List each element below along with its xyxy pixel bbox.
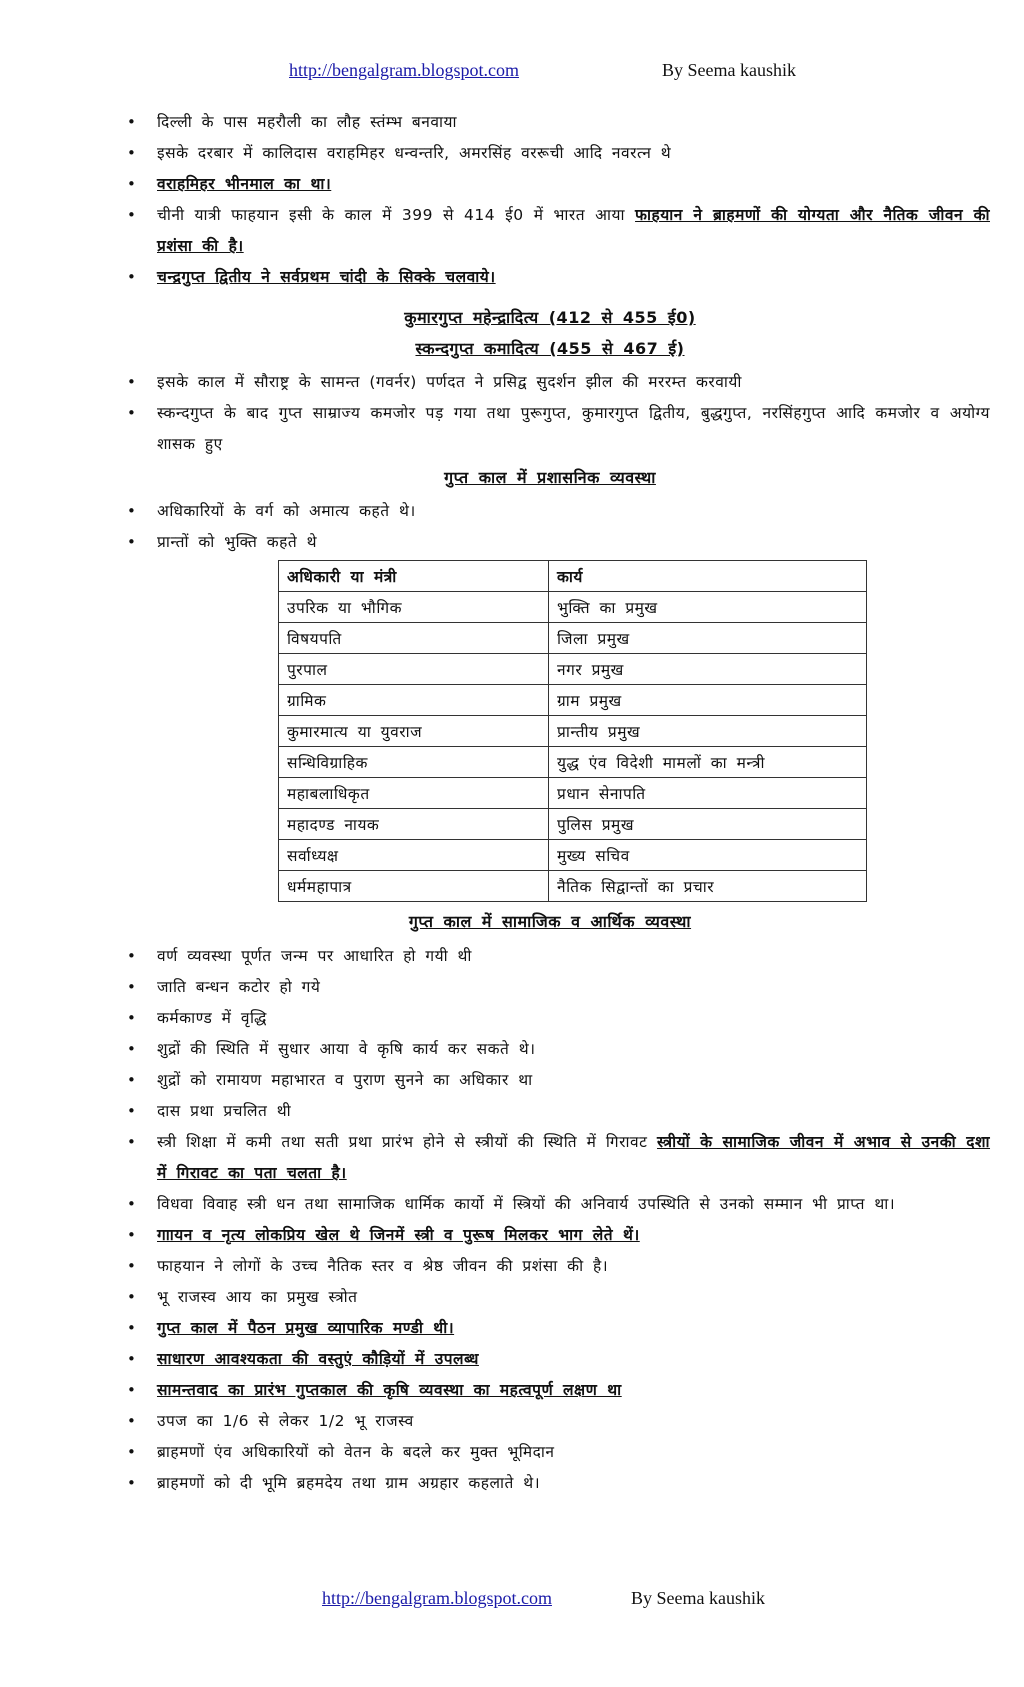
bullet-icon: • xyxy=(127,947,137,965)
table-row xyxy=(279,623,867,654)
list-item-text: इसके दरबार में कालिदास वराहमिहर धन्वन्तरि, अमरसिंह वररूची आदि नवरत्न थे xyxy=(157,144,672,162)
table-row xyxy=(279,778,867,809)
list-administration xyxy=(0,496,1024,558)
function-cell: युद्ध एंव विदेशी मामलों का मन्त्री xyxy=(549,747,867,778)
table-row xyxy=(279,840,867,871)
list-item xyxy=(0,1282,1024,1313)
list-item-emphasis: फाहयान ने ब्राहमणों की योग्यता और नैतिक जीवन की प्रशंसा की है। xyxy=(157,206,990,255)
list-item-text: दास प्रथा प्रचलित थी xyxy=(157,1102,292,1120)
function-cell: नैतिक सिद्वान्तों का प्रचार xyxy=(549,871,867,902)
bullet-icon: • xyxy=(127,373,137,391)
footer-blog-link[interactable]: http://bengalgram.blogspot.com xyxy=(322,1588,552,1608)
bullet-icon: • xyxy=(127,1412,137,1430)
list-item xyxy=(0,367,1024,398)
officer-cell: सन्धिविग्राहिक xyxy=(279,747,549,778)
list-item xyxy=(0,1344,1024,1375)
bullet-icon: • xyxy=(127,1102,137,1120)
bullet-icon: • xyxy=(127,533,137,551)
function-cell: प्रधान सेनापति xyxy=(549,778,867,809)
list-item xyxy=(0,1468,1024,1499)
bullet-icon: • xyxy=(127,1319,137,1337)
list-item-text: कर्मकाण्ड में वृद्धि xyxy=(157,1009,267,1027)
list-item xyxy=(0,200,1024,262)
table-row xyxy=(279,809,867,840)
bullet-icon: • xyxy=(127,1257,137,1275)
bullet-icon: • xyxy=(127,1474,137,1492)
col-header-officer: अधिकारी या मंत्री xyxy=(279,561,549,592)
list-item xyxy=(0,496,1024,527)
list-item-text: स्त्री शिक्षा में कमी तथा सती प्रथा प्रारंभ होने से स्त्रीयों की स्थिति में गिरावट xyxy=(157,1133,657,1151)
list-item-emphasis: गाायन व नृत्य लोकप्रिय खेल थे जिनमें स्त्री व पुरूष मिलकर भाग लेते थें। xyxy=(157,1226,640,1244)
table-row xyxy=(279,716,867,747)
table-row xyxy=(279,871,867,902)
bullet-icon: • xyxy=(127,1195,137,1213)
list-item-text: जाति बन्धन कटोर हो गये xyxy=(157,978,321,996)
bullet-icon: • xyxy=(127,268,137,286)
list-item-text: उपज का 1/6 से लेकर 1/2 भू राजस्व xyxy=(157,1412,414,1430)
officer-cell: ग्रामिक xyxy=(279,685,549,716)
bullet-icon: • xyxy=(127,404,137,422)
function-cell: मुख्य सचिव xyxy=(549,840,867,871)
bullet-icon: • xyxy=(127,978,137,996)
bullet-icon: • xyxy=(127,1381,137,1399)
bullet-icon: • xyxy=(127,206,137,224)
heading-kumargupta: कुमारगुप्त महेन्द्रादित्य (412 से 455 ई0) xyxy=(404,308,696,327)
list-item xyxy=(0,169,1024,200)
list-item xyxy=(0,1220,1024,1251)
page-header xyxy=(0,60,1024,86)
header-author: By Seema kaushik xyxy=(662,60,796,80)
list-item xyxy=(0,972,1024,1003)
list-item xyxy=(0,1437,1024,1468)
list-item-text: स्कन्दगुप्त के बाद गुप्त साम्राज्य कमजोर पड़ गया तथा पुरूगुप्त, कुमारगुप्त द्वितीय, बुद्धगुप्त, नरसिंहगुप्त आदि कमजोर व अयोग्य शासक हुए xyxy=(157,404,990,453)
list-skandagupta xyxy=(0,367,1024,460)
list-item-emphasis: सामन्तवाद का प्रारंभ गुप्तकाल की कृषि व्यवस्था का महत्वपूर्ण लक्षण था xyxy=(157,1381,622,1399)
list-item xyxy=(0,262,1024,293)
table-row xyxy=(279,747,867,778)
bullet-icon: • xyxy=(127,113,137,131)
list-item-emphasis: गुप्त काल में पैठन प्रमुख व्यापारिक मण्डी थी। xyxy=(157,1319,455,1337)
list-item xyxy=(0,1096,1024,1127)
function-cell: जिला प्रमुख xyxy=(549,623,867,654)
officer-cell: पुरपाल xyxy=(279,654,549,685)
list-item xyxy=(0,138,1024,169)
officer-cell: उपरिक या भौगिक xyxy=(279,592,549,623)
officer-cell: धर्ममहापात्र xyxy=(279,871,549,902)
list-item-emphasis: स्त्रीयों के सामाजिक जीवन में अभाव से उनकी दशा में गिरावट का पता चलता है। xyxy=(157,1133,991,1182)
officer-cell: महाबलाधिकृत xyxy=(279,778,549,809)
bullet-icon: • xyxy=(127,1288,137,1306)
list-item xyxy=(0,941,1024,972)
officer-cell: सर्वाध्यक्ष xyxy=(279,840,549,871)
list-item-emphasis: चन्द्रगुप्त द्वितीय ने सर्वप्रथम चांदी के सिक्के चलवाये। xyxy=(157,268,496,286)
list-item-text: वर्ण व्यवस्था पूर्णत जन्म पर आधारित हो गयी थी xyxy=(157,947,472,965)
bullet-icon: • xyxy=(127,1009,137,1027)
list-item-emphasis: साधारण आवश्यकता की वस्तुएं कौड़ियों में उपलब्ध xyxy=(157,1350,479,1368)
bullet-icon: • xyxy=(127,1226,137,1244)
bullet-icon: • xyxy=(127,1350,137,1368)
officer-cell: विषयपति xyxy=(279,623,549,654)
col-header-function: कार्य xyxy=(549,561,867,592)
list-item-text: शुद्रों को रामायण महाभारत व पुराण सुनने का अधिकार था xyxy=(157,1071,533,1089)
bullet-icon: • xyxy=(127,175,137,193)
list-item xyxy=(0,1127,1024,1189)
heading-administration: गुप्त काल में प्रशासनिक व्यवस्था xyxy=(444,468,656,487)
list-item-text: फाहयान ने लोगों के उच्च नैतिक स्तर व श्रेष्ठ जीवन की प्रशंसा की है। xyxy=(157,1257,609,1275)
list-item xyxy=(0,107,1024,138)
list-item xyxy=(0,1375,1024,1406)
table-row xyxy=(279,592,867,623)
page-footer xyxy=(0,1588,1024,1614)
bullet-icon: • xyxy=(127,1071,137,1089)
bullet-icon: • xyxy=(127,1133,137,1151)
list-item-emphasis: वराहमिहर भीनमाल का था। xyxy=(157,175,332,193)
bullet-icon: • xyxy=(127,144,137,162)
list-item-text: अधिकारियों के वर्ग को अमात्य कहते थे। xyxy=(157,502,416,520)
list-item xyxy=(0,527,1024,558)
bullet-icon: • xyxy=(127,502,137,520)
table-header-row xyxy=(279,561,867,592)
function-cell: नगर प्रमुख xyxy=(549,654,867,685)
footer-author: By Seema kaushik xyxy=(631,1588,765,1608)
list-item-text: ब्राहमणों को दी भूमि ब्रहमदेय तथा ग्राम अग्रहार कहलाते थे। xyxy=(157,1474,541,1492)
list-item xyxy=(0,1251,1024,1282)
list-item xyxy=(0,1406,1024,1437)
list-item xyxy=(0,398,1024,460)
list-item xyxy=(0,1313,1024,1344)
list-item-text: भू राजस्व आय का प्रमुख स्त्रोत xyxy=(157,1288,358,1306)
bullet-icon: • xyxy=(127,1040,137,1058)
function-cell: ग्राम प्रमुख xyxy=(549,685,867,716)
list-item-text: ब्राहमणों एंव अधिकारियों को वेतन के बदले कर मुक्त भूमिदान xyxy=(157,1443,555,1461)
table-row xyxy=(279,685,867,716)
list-social-economic xyxy=(0,941,1024,1499)
header-blog-link[interactable]: http://bengalgram.blogspot.com xyxy=(289,60,519,80)
officers-table xyxy=(278,560,867,902)
list-item xyxy=(0,1034,1024,1065)
function-cell: भुक्ति का प्रमुख xyxy=(549,592,867,623)
heading-skandagupta: स्कन्दगुप्त कमादित्य (455 से 467 ई) xyxy=(415,339,685,358)
table-row xyxy=(279,654,867,685)
function-cell: प्रान्तीय प्रमुख xyxy=(549,716,867,747)
officer-cell: महादण्ड नायक xyxy=(279,809,549,840)
list-item-text: प्रान्तों को भुक्ति कहते थे xyxy=(157,533,318,551)
list-item-text: इसके काल में सौराष्ट्र के सामन्त (गवर्नर) पर्णदत ने प्रसिद्व सुदर्शन झील की मररम्त करवायी xyxy=(157,373,742,391)
list-item-text: चीनी यात्री फाहयान इसी के काल में 399 से 414 ई0 में भारत आया xyxy=(157,206,636,224)
list-item xyxy=(0,1003,1024,1034)
list-item-text: शुद्रों की स्थिति में सुधार आया वे कृषि कार्य कर सकते थे। xyxy=(157,1040,536,1058)
list-chandragupta xyxy=(0,107,1024,293)
list-item-text: दिल्ली के पास महरौली का लौह स्तंम्भ बनवाया xyxy=(157,113,457,131)
list-item-text: विधवा विवाह स्त्री धन तथा सामाजिक धार्मिक कार्यो में स्त्रियों की अनिवार्य उपस्थिति से उनको सम्मान भी प्राप्त था। xyxy=(157,1195,896,1213)
list-item xyxy=(0,1189,1024,1220)
heading-social-economic: गुप्त काल में सामाजिक व आर्थिक व्यवस्था xyxy=(408,912,692,931)
list-item xyxy=(0,1065,1024,1096)
bullet-icon: • xyxy=(127,1443,137,1461)
function-cell: पुलिस प्रमुख xyxy=(549,809,867,840)
officer-cell: कुमारमात्य या युवराज xyxy=(279,716,549,747)
